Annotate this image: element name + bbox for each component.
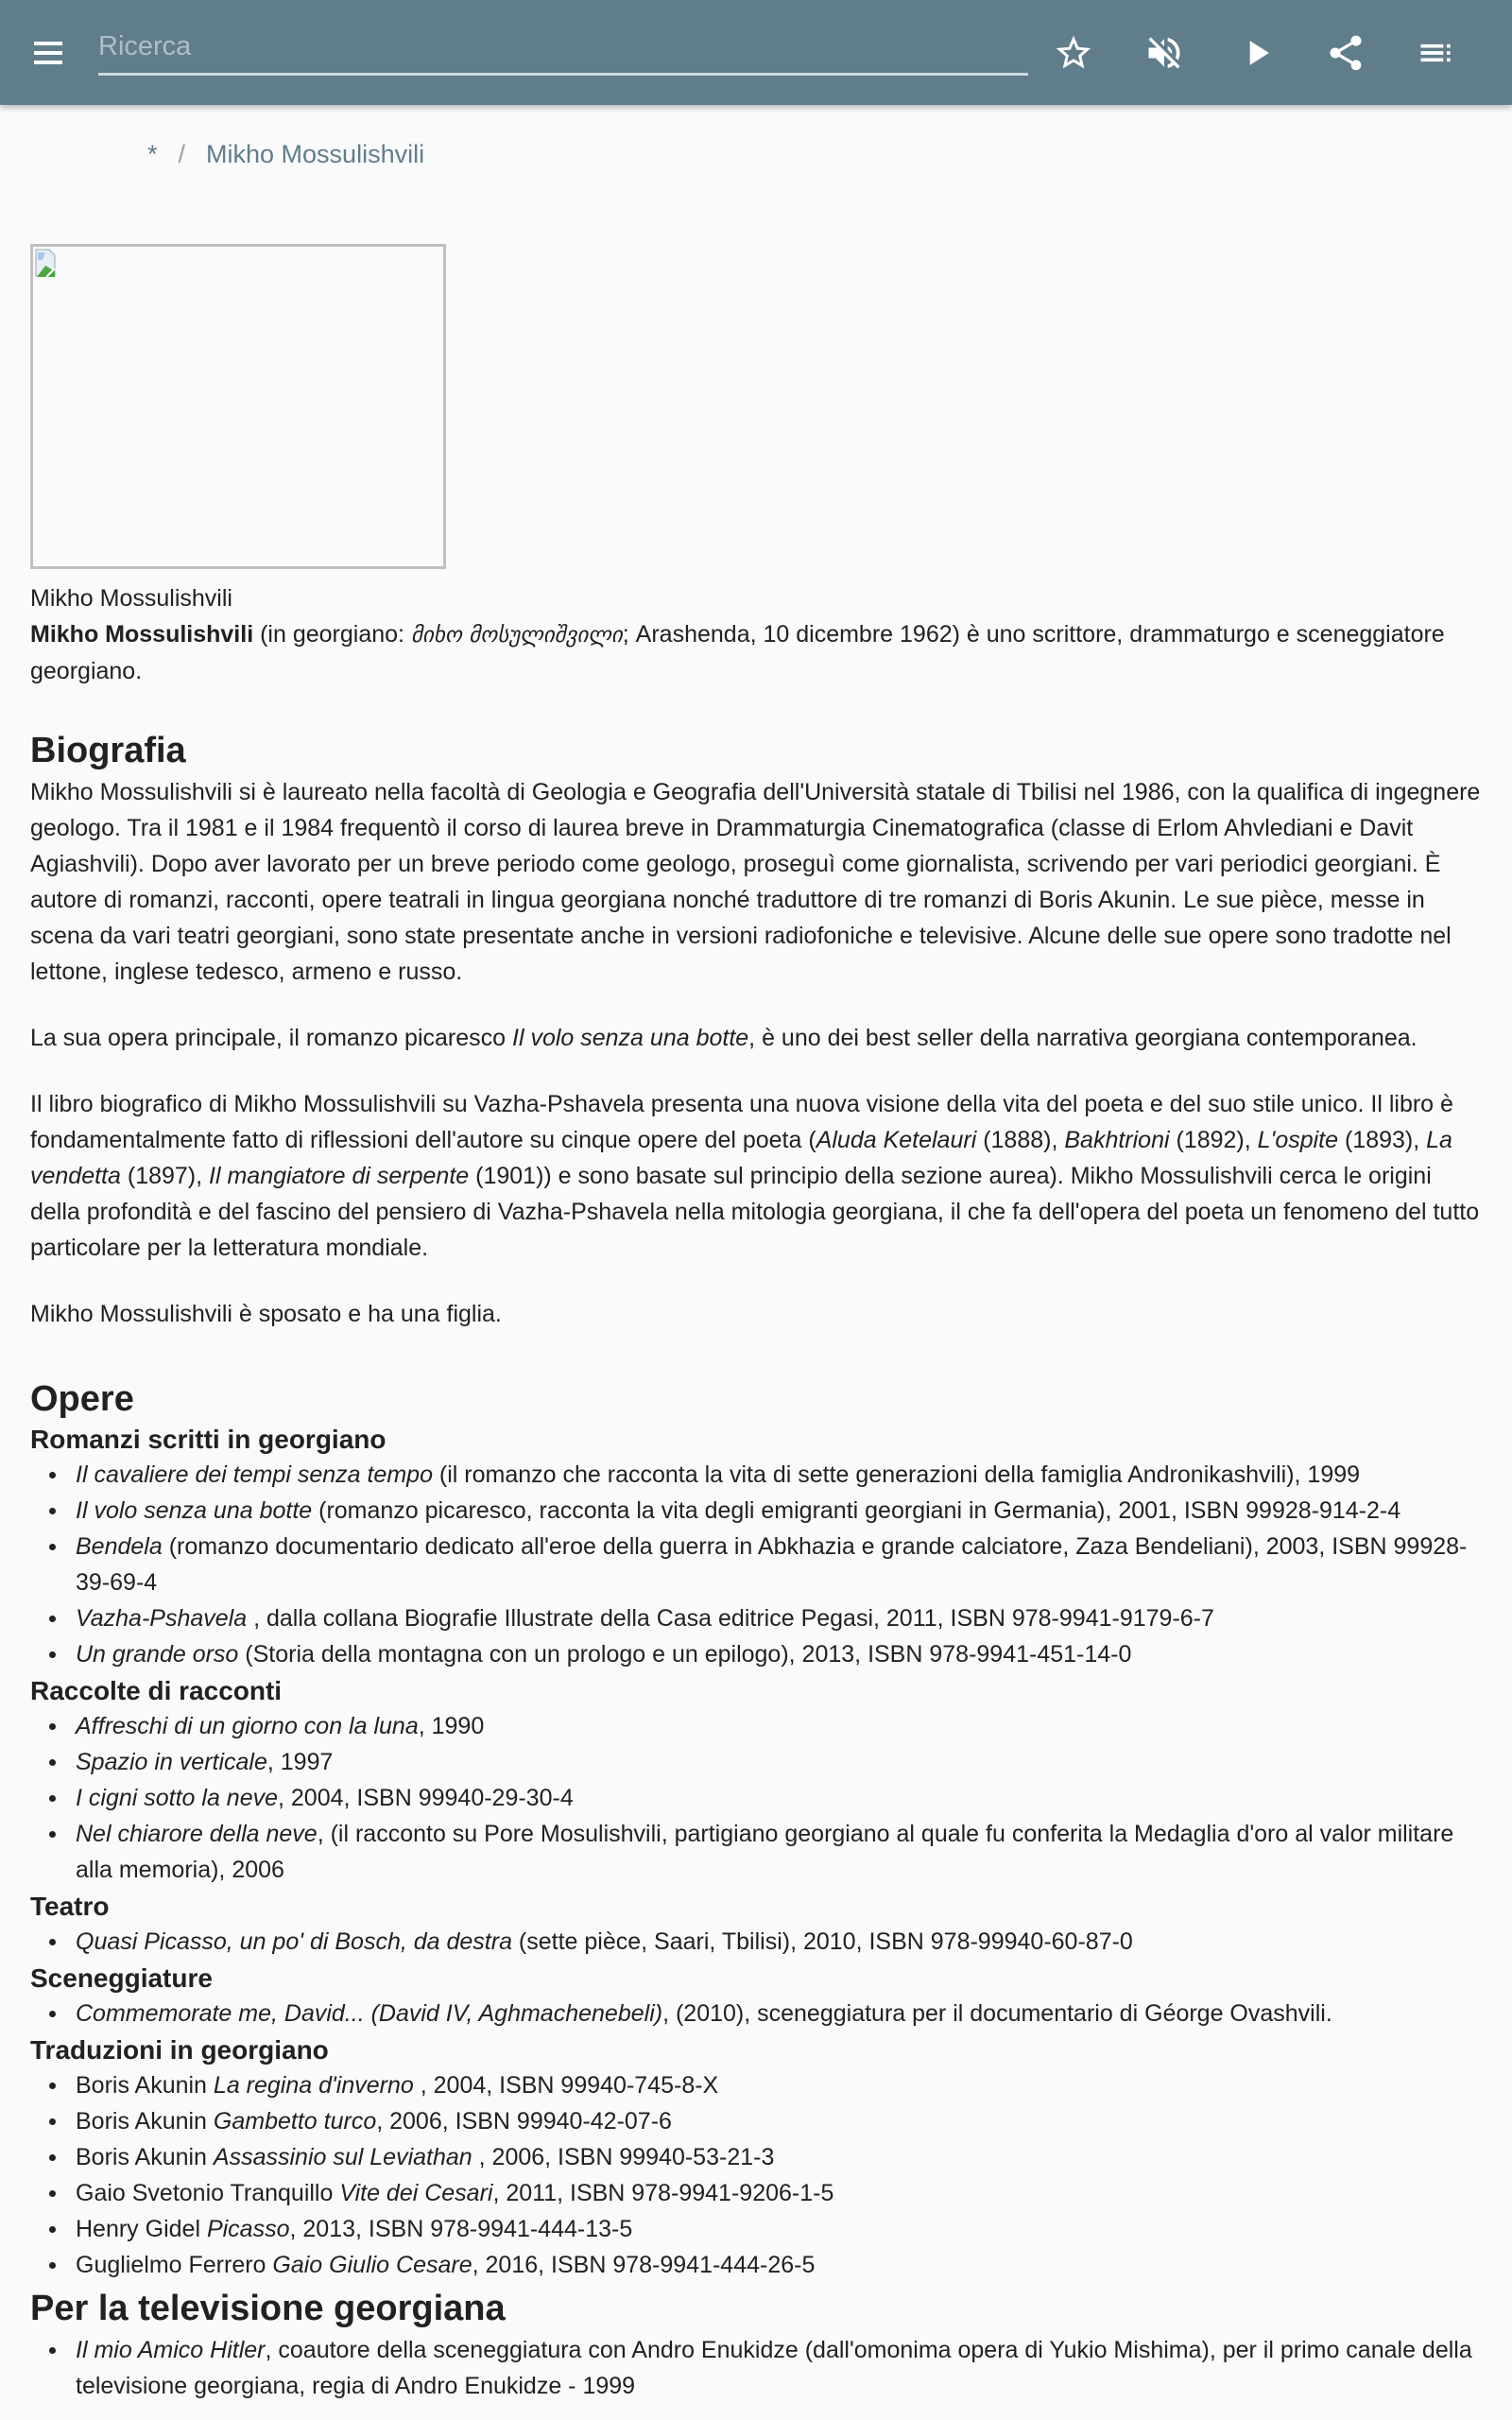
author: Boris Akunin (76, 2108, 214, 2135)
play-button[interactable] (1230, 26, 1283, 79)
breadcrumb-current[interactable]: Mikho Mossulishvili (206, 140, 425, 168)
work-title: Gaio Giulio Cesare (272, 2252, 472, 2278)
sceneggiature-list (76, 1996, 1486, 2031)
author: Boris Akunin (76, 2072, 214, 2099)
menu-button[interactable] (28, 34, 66, 72)
text: (1892), (1169, 1127, 1258, 1153)
text: (1901)) e sono basate sul principio della sezione aurea). Mikho Mossulishvili cerca le origini della profondità e del fascino del pensiero di Vazha-Pshavela nella mitologia georgiana, il che fa dell'opera del poeta un fenomeno del tutto particolare per la letteratura mondiale. (30, 1163, 1480, 1261)
intro-paragraph (30, 616, 1486, 689)
work-details: , 2006, ISBN 99940-42-07-6 (376, 2108, 672, 2135)
section-heading-televisione: Per la televisione georgiana (30, 2289, 506, 2328)
menu-icon-bar (34, 51, 62, 55)
list-item (76, 1636, 1486, 1672)
article-content (30, 244, 1486, 2404)
bookmark-button[interactable] (1047, 26, 1100, 79)
work-details: , 2006, ISBN 99940-53-21-3 (472, 2144, 775, 2170)
text: , è uno dei best seller della narrativa georgiana contemporanea. (748, 1025, 1418, 1051)
list-item (76, 2247, 1486, 2283)
intro-text: (in georgiano: (253, 621, 411, 648)
work-title: Il mio Amico Hitler (76, 2337, 266, 2363)
work-details: , 1990 (418, 1713, 485, 1739)
teatro-list (76, 1924, 1486, 1960)
subsection-heading-teatro: Teatro (30, 1892, 110, 1921)
author: Henry Gidel (76, 2216, 207, 2242)
author: Guglielmo Ferrero (76, 2252, 273, 2278)
work-title: Gambetto turco (213, 2108, 377, 2135)
intro-text: ; Arashenda, 10 dicembre 1962) è uno scrittore, drammaturgo e sceneggiatore georgiano. (30, 621, 1445, 684)
image-caption: Mikho Mossulishvili (30, 585, 232, 612)
broken-image-icon (35, 249, 56, 279)
work-details: , 1997 (266, 1749, 334, 1775)
bio-paragraph-2 (30, 1020, 1486, 1056)
work-title: Commemorate me, David... (David IV, Aghmachenebeli) (76, 2000, 663, 2027)
share-icon (1325, 32, 1366, 74)
subject-name: Mikho Mossulishvili (30, 621, 254, 648)
play-icon (1236, 32, 1278, 74)
work-title: Il cavaliere dei tempi senza tempo (76, 1461, 433, 1488)
work-title: Il mangiatore di serpente (209, 1163, 470, 1189)
bio-paragraph-1: Mikho Mossulishvili si è laureato nella facoltà di Geologia e Geografia dell'Università statale di Tbilisi nel 1986, con la qualifica di ingegnere geologo. Tra il 1981 e il 1984 frequentò il corso di laurea breve in Drammaturgia Cinematografica (classe di Erlom Ahvlediani e Davit Agiashvili). Dopo aver lavorato per un breve periodo come geologo, proseguì come giornalista, scrivendo per vari periodici georgiani. È autore di romanzi, racconti, opere teatrali in lingua georgiana nonché traduttore di tre romanzi di Boris Akunin. Le sue pièce, messe in scena da vari teatri georgiani, sono state presentate anche in versioni radiofoniche e televisive. Alcune delle sue opere sono tradotte nel lettone, inglese tedesco, armeno e russo. (30, 779, 1481, 985)
work-title: Un grande orso (76, 1641, 239, 1668)
menu-icon-bar (34, 60, 62, 64)
work-title: Il volo senza una botte (512, 1025, 749, 1051)
list-item (76, 1493, 1486, 1529)
work-details: (romanzo picaresco, racconta la vita degli emigranti georgiani in Germania), 2001, ISBN 99928-914-2-4 (312, 1497, 1401, 1524)
playlist-icon (1416, 32, 1457, 74)
list-item (76, 2139, 1486, 2175)
work-details: , (il racconto su Pore Mosulishvili, partigiano georgiano al quale fu conferita la Medaglia d'oro al valor militare alla memoria), 2006 (76, 1821, 1454, 1883)
work-title: La vendetta (30, 1127, 1452, 1189)
work-details: (Storia della montagna con un prologo e un epilogo), 2013, ISBN 978-9941-451-14-0 (238, 1641, 1132, 1668)
work-title: I cigni sotto la neve (76, 1785, 279, 1811)
breadcrumb-separator: / (178, 140, 186, 168)
work-title: Vazha-Pshavela (76, 1605, 248, 1632)
volume-off-icon (1143, 32, 1185, 74)
televisione-list (76, 2332, 1486, 2404)
work-details: , dalla collana Biografie Illustrate della Casa editrice Pegasi, 2011, ISBN 978-9941-9179-6-7 (247, 1605, 1214, 1632)
work-details: , 2016, ISBN 978-9941-444-26-5 (472, 2252, 816, 2278)
work-details: , 2004, ISBN 99940-29-30-4 (278, 1785, 574, 1811)
work-details: , 2013, ISBN 978-9941-444-13-5 (289, 2216, 633, 2242)
list-item (76, 2211, 1486, 2247)
list-item (76, 1600, 1486, 1636)
work-title: Vite dei Cesari (339, 2180, 493, 2206)
work-title: Il volo senza una botte (76, 1497, 313, 1524)
work-title: Affreschi di un giorno con la luna (76, 1713, 419, 1739)
traduzioni-list (76, 2067, 1486, 2283)
bio-paragraph-4: Mikho Mossulishvili è sposato e ha una figlia. (30, 1301, 502, 1327)
section-heading-opere: Opere (30, 1379, 134, 1419)
text: (1893), (1338, 1127, 1427, 1153)
work-details: , coautore della sceneggiatura con Andro Enukidze (dall'omonima opera di Yukio Mishima), per il primo canale della televisione georgiana, regia di Andro Enukidze - 1999 (76, 2337, 1472, 2399)
work-title: Aluda Ketelauri (816, 1127, 977, 1153)
author: Gaio Svetonio Tranquillo (76, 2180, 340, 2206)
list-item (76, 1457, 1486, 1493)
text: La sua opera principale, il romanzo picaresco (30, 1025, 512, 1051)
text: (1897), (120, 1163, 210, 1189)
list-item (76, 2175, 1486, 2211)
work-title: Assassinio sul Leviathan (213, 2144, 472, 2170)
bio-paragraph-3 (30, 1086, 1486, 1266)
list-item (76, 2103, 1486, 2139)
work-title: Bendela (76, 1533, 163, 1560)
list-item (76, 1924, 1486, 1960)
work-details: (il romanzo che racconta la vita di sette generazioni della famiglia Andronikashvili), 1999 (432, 1461, 1361, 1488)
star-outline-icon (1053, 32, 1094, 74)
search-input[interactable] (98, 21, 1028, 70)
work-title: La regina d'inverno (213, 2072, 414, 2099)
breadcrumb (147, 140, 424, 169)
subsection-heading-racconti: Raccolte di racconti (30, 1676, 283, 1705)
list-item (76, 2067, 1486, 2103)
list-item (76, 1816, 1486, 1888)
contents-button[interactable] (1410, 26, 1463, 79)
work-title: Quasi Picasso, un po' di Bosch, da destra (76, 1928, 512, 1955)
work-title: Nel chiarore della neve (76, 1821, 318, 1847)
work-details: (romanzo documentario dedicato all'eroe della guerra in Abkhazia e grande calciatore, Zaza Bendeliani), 2003, ISBN 99928-39-69-4 (76, 1533, 1468, 1596)
work-title: Spazio in verticale (76, 1749, 267, 1775)
racconti-list (76, 1708, 1486, 1888)
georgian-name: მიხო მოსულიშვილი (410, 623, 623, 648)
list-item (76, 1529, 1486, 1600)
text: (1888), (976, 1127, 1065, 1153)
list-item (76, 1996, 1486, 2031)
menu-icon (34, 42, 62, 45)
work-details: (sette pièce, Saari, Tbilisi), 2010, ISBN 978-99940-60-87-0 (511, 1928, 1133, 1955)
work-title: L'ospite (1257, 1127, 1339, 1153)
work-details: , 2011, ISBN 978-9941-9206-1-5 (492, 2180, 834, 2206)
work-details: , 2004, ISBN 99940-745-8-X (413, 2072, 719, 2099)
top-app-bar (0, 0, 1512, 105)
article-image[interactable] (30, 244, 446, 569)
search-field (98, 21, 1028, 76)
list-item (76, 1708, 1486, 1744)
subsection-heading-sceneggiature: Sceneggiature (30, 1963, 213, 1993)
subsection-heading-romanzi: Romanzi scritti in georgiano (30, 1425, 387, 1454)
list-item (76, 1744, 1486, 1780)
mute-button[interactable] (1138, 26, 1191, 79)
romanzi-list (76, 1457, 1486, 1672)
list-item (76, 1780, 1486, 1816)
section-heading-biografia: Biografia (30, 731, 186, 770)
breadcrumb-root-link[interactable]: * (147, 140, 158, 168)
list-item (76, 2332, 1486, 2404)
share-button[interactable] (1319, 26, 1372, 79)
work-title: Bakhtrioni (1064, 1127, 1170, 1153)
text: Il libro biografico di Mikho Mossulishvili su Vazha-Pshavela presenta una nuova visione della vita del poeta e del suo stile unico. Il libro è fondamentalmente fatto di riflessioni dell'autore su cinque opere del poeta ( (30, 1091, 1453, 1153)
work-title: Picasso (206, 2216, 290, 2242)
author: Boris Akunin (76, 2144, 214, 2170)
subsection-heading-traduzioni: Traduzioni in georgiano (30, 2035, 329, 2065)
work-details: , (2010), sceneggiatura per il documentario di Géorge Ovashvili. (662, 2000, 1332, 2027)
